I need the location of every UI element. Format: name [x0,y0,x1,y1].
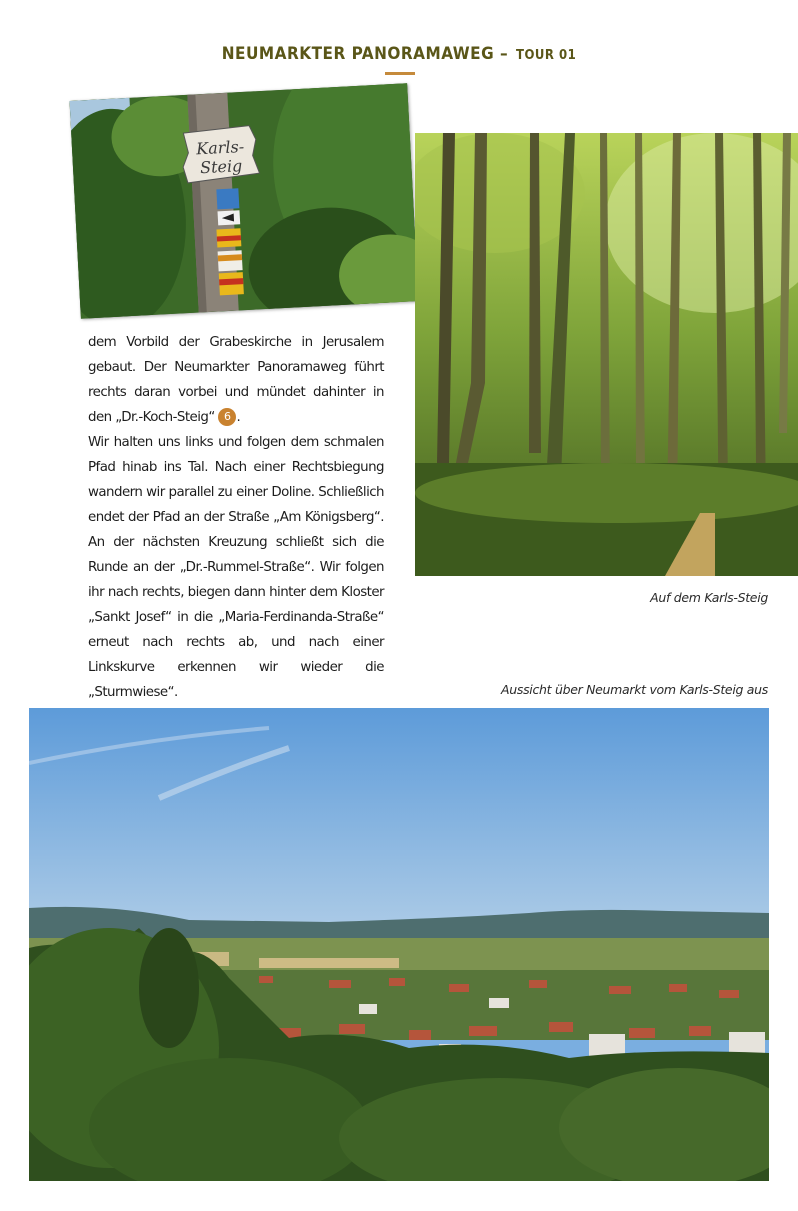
header-separator: – [499,44,509,64]
sign-photo [70,83,419,318]
caption-forest: Auf dem Karls-Steig [650,590,768,605]
caption-panorama: Aussicht über Neumarkt vom Karls-Steig aus [501,682,768,697]
body-text [88,330,384,705]
paragraph-1-text: dem Vorbild der Grabeskirche in Jerusalem gebaut. Der Neumarkter Panoramaweg führt rechts daran vorbei und mündet dahinter in den „Dr.-Koch-Steig“ [88,335,384,425]
paragraph-2: Wir halten uns links und folgen dem schmalen Pfad hinab ins Tal. Nach einer Rechtsbiegung wandern wir parallel zu einer Doline. Schließlich endet der Pfad an der Straße „Am Königsberg“. An der nächsten Kreuzung schließt sich die Runde an der „Dr.-Rummel-Straße“. Wir folgen ihr nach rechts, biegen dann hinter dem Kloster „Sankt Josef“ in die „Maria-Ferdinanda-Straße“ erneut nach rechts ab, und nach einer Linkskurve erkennen wir wieder die „Sturmwiese“. [88,435,384,700]
running-header [0,44,798,64]
header-rule [385,72,415,75]
panorama-photo-illustration [29,708,769,1181]
waypoint-marker: 6 [218,408,236,426]
sign-text-line2: Steig [199,156,243,178]
paragraph-1-end: . [236,410,241,425]
header-tour: TOUR 01 [515,48,577,63]
panorama-photo [29,708,769,1181]
paragraph-1 [88,330,384,430]
header-title: NEUMARKTER PANORAMAWEG [221,44,495,64]
sign-photo-illustration [70,83,419,318]
sign-text-line1: Karls- [195,136,245,159]
forest-photo [415,133,798,576]
forest-photo-illustration [415,133,798,576]
